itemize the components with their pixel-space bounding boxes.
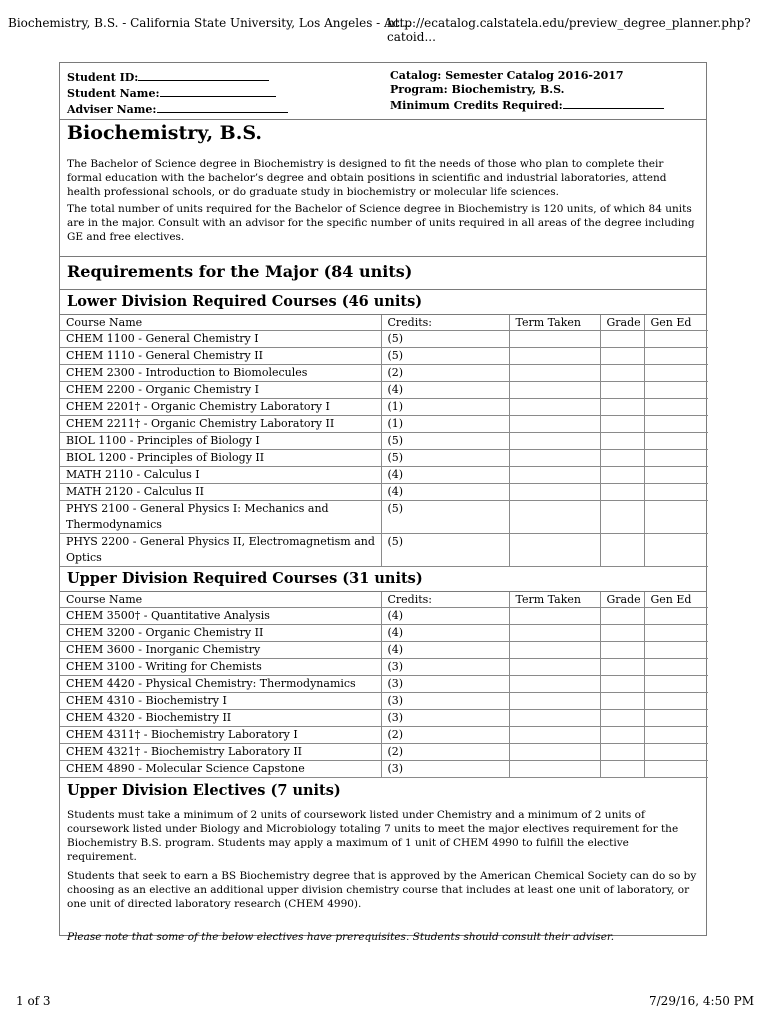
- course-credits: (3): [381, 710, 509, 727]
- grade-cell[interactable]: [600, 761, 644, 778]
- course-row: [60, 727, 708, 744]
- course-name: CHEM 3200 - Organic Chemistry II: [60, 625, 381, 642]
- student-id-label: Student ID:: [67, 71, 139, 84]
- course-row: [60, 484, 708, 501]
- course-name: CHEM 2211† - Organic Chemistry Laboratory II: [60, 416, 381, 433]
- program-intro: [60, 120, 706, 257]
- course-name: CHEM 4320 - Biochemistry II: [60, 710, 381, 727]
- term-taken-cell[interactable]: [509, 501, 600, 534]
- col-course-name: Course Name: [60, 315, 381, 331]
- course-credits: (4): [381, 382, 509, 399]
- term-taken-cell[interactable]: [509, 348, 600, 365]
- term-taken-cell[interactable]: [509, 710, 600, 727]
- course-credits: (4): [381, 608, 509, 625]
- course-row: [60, 676, 708, 693]
- course-row: [60, 450, 708, 467]
- course-credits: (5): [381, 534, 509, 567]
- gen-ed-cell[interactable]: [644, 761, 708, 778]
- course-credits: (1): [381, 399, 509, 416]
- course-row: [60, 467, 708, 484]
- term-taken-cell[interactable]: [509, 467, 600, 484]
- col-term-taken: Term Taken: [509, 592, 600, 608]
- grade-cell[interactable]: [600, 693, 644, 710]
- course-row: [60, 365, 708, 382]
- gen-ed-cell[interactable]: [644, 365, 708, 382]
- course-credits: (5): [381, 501, 509, 534]
- course-name: PHYS 2200 - General Physics II, Electromagnetism and Optics: [60, 534, 381, 567]
- course-credits: (4): [381, 625, 509, 642]
- lower-division-title: Lower Division Required Courses (46 units): [67, 293, 423, 310]
- course-row: [60, 625, 708, 642]
- degree-planner-document: [59, 62, 707, 943]
- electives-note: Please note that some of the below electives have prerequisites. Students should consult their adviser.: [67, 931, 615, 943]
- grade-cell[interactable]: [600, 365, 644, 382]
- electives-paragraph-1: Students must take a minimum of 2 units of coursework listed under Chemistry and a minimum of 2 units of coursework listed under Biology and Microbiology totaling 7 units to meet the major electives requirement for the Biochemistry B.S. program. Students may apply a maximum of 1 unit of CHEM 4990 to fulfill the elective requirement.: [67, 809, 679, 863]
- term-taken-cell[interactable]: [509, 433, 600, 450]
- grade-cell[interactable]: [600, 348, 644, 365]
- table-header-row: [60, 315, 708, 331]
- course-credits: (3): [381, 761, 509, 778]
- term-taken-cell[interactable]: [509, 416, 600, 433]
- student-name-field[interactable]: [160, 85, 276, 97]
- course-name: CHEM 2300 - Introduction to Biomolecules: [60, 365, 381, 382]
- requirements-header: [60, 257, 706, 290]
- gen-ed-cell[interactable]: [644, 399, 708, 416]
- term-taken-cell[interactable]: [509, 331, 600, 348]
- gen-ed-cell[interactable]: [644, 625, 708, 642]
- course-name: PHYS 2100 - General Physics I: Mechanics and Thermodynamics: [60, 501, 381, 534]
- col-credits: Credits:: [381, 592, 509, 608]
- grade-cell[interactable]: [600, 433, 644, 450]
- term-taken-cell[interactable]: [509, 727, 600, 744]
- course-credits: (4): [381, 642, 509, 659]
- print-datetime: 7/29/16, 4:50 PM: [649, 994, 755, 1008]
- course-row: [60, 744, 708, 761]
- course-row: [60, 710, 708, 727]
- course-name: CHEM 3100 - Writing for Chemists: [60, 659, 381, 676]
- term-taken-cell[interactable]: [509, 399, 600, 416]
- course-name: MATH 2110 - Calculus I: [60, 467, 381, 484]
- course-credits: (3): [381, 659, 509, 676]
- course-name: MATH 2120 - Calculus II: [60, 484, 381, 501]
- course-name: BIOL 1100 - Principles of Biology I: [60, 433, 381, 450]
- gen-ed-cell[interactable]: [644, 467, 708, 484]
- gen-ed-cell[interactable]: [644, 416, 708, 433]
- catalog-label: Catalog: Semester Catalog 2016-2017: [390, 69, 624, 82]
- electives-section: [60, 778, 706, 943]
- gen-ed-cell[interactable]: [644, 348, 708, 365]
- course-credits: (5): [381, 331, 509, 348]
- course-row: [60, 642, 708, 659]
- upper-division-title: Upper Division Required Courses (31 units): [67, 570, 423, 587]
- grade-cell[interactable]: [600, 416, 644, 433]
- gen-ed-cell[interactable]: [644, 676, 708, 693]
- gen-ed-cell[interactable]: [644, 382, 708, 399]
- grade-cell[interactable]: [600, 727, 644, 744]
- term-taken-cell[interactable]: [509, 450, 600, 467]
- col-gen-ed: Gen Ed: [644, 315, 708, 331]
- grade-cell[interactable]: [600, 331, 644, 348]
- term-taken-cell[interactable]: [509, 534, 600, 567]
- course-name: CHEM 3500† - Quantitative Analysis: [60, 608, 381, 625]
- grade-cell[interactable]: [600, 450, 644, 467]
- course-row: [60, 534, 708, 567]
- course-row: [60, 693, 708, 710]
- requirements-title: Requirements for the Major (84 units): [67, 262, 413, 281]
- grade-cell[interactable]: [600, 399, 644, 416]
- course-credits: (2): [381, 365, 509, 382]
- intro-paragraph-1: The Bachelor of Science degree in Biochemistry is designed to fit the needs of those who plan to complete their formal education with the bachelor’s degree and obtain positions in scientific and industrial laboratories, attend health professional schools, or do graduate study in biochemistry or molecular life sciences.: [67, 158, 667, 198]
- course-name: CHEM 4321† - Biochemistry Laboratory II: [60, 744, 381, 761]
- lower-division-header: [60, 290, 706, 315]
- lower-division-rows: [60, 331, 708, 567]
- course-row: [60, 501, 708, 534]
- electives-title: Upper Division Electives (7 units): [67, 782, 341, 799]
- course-row: [60, 399, 708, 416]
- program-title: Biochemistry, B.S.: [67, 122, 263, 144]
- course-name: BIOL 1200 - Principles of Biology II: [60, 450, 381, 467]
- course-credits: (4): [381, 484, 509, 501]
- course-credits: (4): [381, 467, 509, 484]
- gen-ed-cell[interactable]: [644, 484, 708, 501]
- course-name: CHEM 4420 - Physical Chemistry: Thermodynamics: [60, 676, 381, 693]
- term-taken-cell[interactable]: [509, 693, 600, 710]
- min-credits-label: Minimum Credits Required:: [390, 99, 563, 112]
- grade-cell[interactable]: [600, 642, 644, 659]
- gen-ed-cell[interactable]: [644, 710, 708, 727]
- term-taken-cell[interactable]: [509, 365, 600, 382]
- term-taken-cell[interactable]: [509, 761, 600, 778]
- gen-ed-cell[interactable]: [644, 744, 708, 761]
- course-credits: (5): [381, 348, 509, 365]
- term-taken-cell[interactable]: [509, 659, 600, 676]
- gen-ed-cell[interactable]: [644, 693, 708, 710]
- course-name: CHEM 1110 - General Chemistry II: [60, 348, 381, 365]
- adviser-name-label: Adviser Name:: [67, 103, 157, 116]
- course-name: CHEM 4890 - Molecular Science Capstone: [60, 761, 381, 778]
- course-credits: (2): [381, 744, 509, 761]
- col-gen-ed: Gen Ed: [644, 592, 708, 608]
- col-grade: Grade: [600, 315, 644, 331]
- term-taken-cell[interactable]: [509, 484, 600, 501]
- course-row: [60, 433, 708, 450]
- course-credits: (5): [381, 433, 509, 450]
- course-name: CHEM 4311† - Biochemistry Laboratory I: [60, 727, 381, 744]
- electives-paragraph-2: Students that seek to earn a BS Biochemistry degree that is approved by the American Chemical Society can do so by choosing as an elective an additional upper division chemistry course that includes at least one unit of laboratory, or one unit of directed laboratory research (CHEM 4990).: [67, 870, 697, 910]
- grade-cell[interactable]: [600, 659, 644, 676]
- page-number: 1 of 3: [16, 994, 51, 1008]
- course-row: [60, 382, 708, 399]
- gen-ed-cell[interactable]: [644, 433, 708, 450]
- gen-ed-cell[interactable]: [644, 450, 708, 467]
- program-label: Program: Biochemistry, B.S.: [390, 83, 565, 96]
- course-credits: (5): [381, 450, 509, 467]
- student-id-field[interactable]: [138, 69, 269, 81]
- course-name: CHEM 3600 - Inorganic Chemistry: [60, 642, 381, 659]
- gen-ed-cell[interactable]: [644, 608, 708, 625]
- course-row: [60, 416, 708, 433]
- course-row: [60, 608, 708, 625]
- grade-cell[interactable]: [600, 744, 644, 761]
- gen-ed-cell[interactable]: [644, 534, 708, 567]
- grade-cell[interactable]: [600, 484, 644, 501]
- table-header-row: [60, 592, 708, 608]
- grade-cell[interactable]: [600, 676, 644, 693]
- course-row: [60, 659, 708, 676]
- adviser-name-field[interactable]: [157, 101, 288, 113]
- course-name: CHEM 1100 - General Chemistry I: [60, 331, 381, 348]
- upper-division-header: [60, 567, 706, 592]
- upper-division-table: [60, 592, 708, 778]
- col-grade: Grade: [600, 592, 644, 608]
- course-credits: (1): [381, 416, 509, 433]
- course-credits: (3): [381, 693, 509, 710]
- gen-ed-cell[interactable]: [644, 727, 708, 744]
- grade-cell[interactable]: [600, 710, 644, 727]
- course-name: CHEM 2201† - Organic Chemistry Laboratory I: [60, 399, 381, 416]
- gen-ed-cell[interactable]: [644, 501, 708, 534]
- gen-ed-cell[interactable]: [644, 331, 708, 348]
- gen-ed-cell[interactable]: [644, 642, 708, 659]
- browser-page-url[interactable]: http://ecatalog.calstatela.edu/preview_degree_planner.php?catoid...: [387, 16, 751, 44]
- course-name: CHEM 4310 - Biochemistry I: [60, 693, 381, 710]
- grade-cell[interactable]: [600, 467, 644, 484]
- min-credits-field[interactable]: [563, 97, 664, 109]
- student-name-label: Student Name:: [67, 87, 160, 100]
- term-taken-cell[interactable]: [509, 676, 600, 693]
- course-row: [60, 348, 708, 365]
- browser-page-title: Biochemistry, B.S. - California State University, Los Angeles - Ac...: [8, 16, 411, 30]
- course-credits: (3): [381, 676, 509, 693]
- term-taken-cell[interactable]: [509, 625, 600, 642]
- term-taken-cell[interactable]: [509, 382, 600, 399]
- course-row: [60, 761, 708, 778]
- grade-cell[interactable]: [600, 534, 644, 567]
- course-name: CHEM 2200 - Organic Chemistry I: [60, 382, 381, 399]
- intro-paragraph-2: The total number of units required for the Bachelor of Science degree in Biochemistry is 120 units, of which 84 units are in the major. Consult with an advisor for the specific number of units required in all areas of the degree including GE and free electives.: [67, 203, 695, 243]
- grade-cell[interactable]: [600, 382, 644, 399]
- term-taken-cell[interactable]: [509, 608, 600, 625]
- student-info-block: [60, 63, 706, 120]
- grade-cell[interactable]: [600, 501, 644, 534]
- lower-division-table: [60, 315, 708, 567]
- gen-ed-cell[interactable]: [644, 659, 708, 676]
- col-credits: Credits:: [381, 315, 509, 331]
- term-taken-cell[interactable]: [509, 744, 600, 761]
- course-row: [60, 331, 708, 348]
- upper-division-rows: [60, 608, 708, 778]
- col-course-name: Course Name: [60, 592, 381, 608]
- grade-cell[interactable]: [600, 608, 644, 625]
- grade-cell[interactable]: [600, 625, 644, 642]
- course-credits: (2): [381, 727, 509, 744]
- term-taken-cell[interactable]: [509, 642, 600, 659]
- col-term-taken: Term Taken: [509, 315, 600, 331]
- electives-header: [60, 778, 706, 804]
